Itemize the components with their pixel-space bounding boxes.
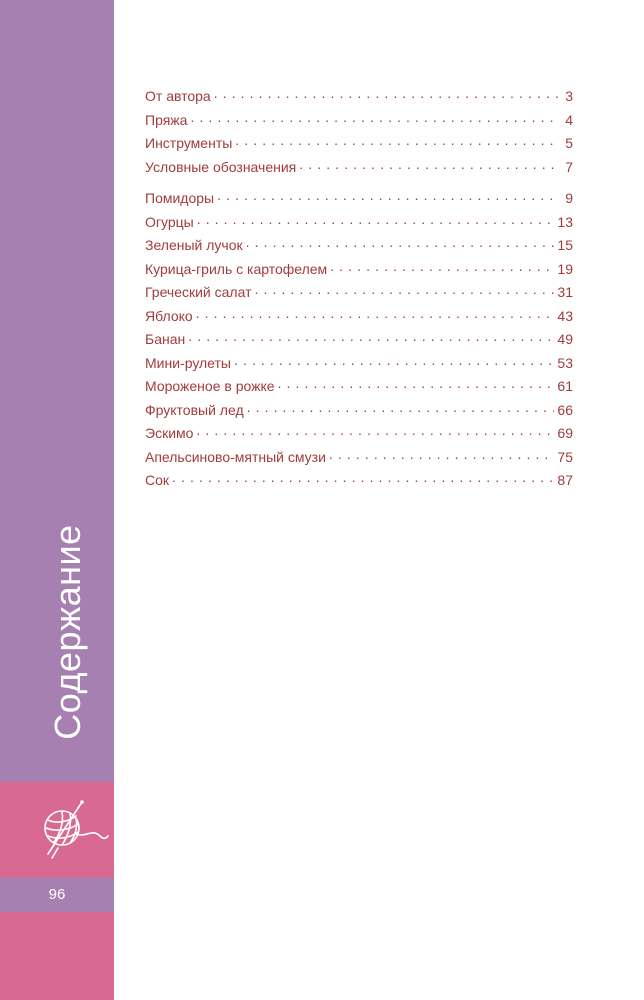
toc-item [145,424,573,448]
toc-item [145,111,573,135]
toc-leader-dots [197,213,555,227]
toc-item [145,471,573,495]
toc-item [145,158,573,182]
toc-item [145,307,573,331]
toc-item [145,236,573,260]
toc-item-page: 13 [557,213,573,230]
toc-leader-dots [190,111,558,125]
sidebar [0,0,114,1000]
toc-item-label: Курица-гриль с картофелем [145,260,328,277]
section-title: Содержание [47,524,88,740]
toc-item-page: 69 [557,425,573,441]
toc-leader-dots [188,330,554,344]
toc-item-page: 66 [557,401,573,418]
toc-item [145,377,573,401]
toc-item-label: Эскимо [145,425,194,441]
toc-item-label: Зеленый лучок [145,237,243,253]
toc-leader-dots [247,401,555,415]
toc-item-label: Условные обозначения [145,158,297,175]
toc-item [145,260,573,284]
toc-item-label: От автора [145,88,211,104]
toc-item-page: 31 [557,284,573,300]
toc-leader-dots [234,354,554,368]
toc-item-label: Фруктовый лед [145,401,244,418]
toc-item [145,448,573,472]
toc-item-page: 4 [565,111,573,128]
toc-item [145,213,573,237]
toc-leader-dots [246,236,555,250]
toc-leader-dots [196,424,554,438]
toc-item-label: Банан [145,331,186,347]
toc-item-label: Помидоры [145,190,215,206]
toc-item-page: 87 [557,472,573,488]
toc-item-page: 15 [557,237,573,253]
toc-leader-dots [235,134,558,148]
page-number: 96 [48,886,66,903]
toc-item-page: 53 [557,354,573,371]
sidebar-bottom-band [0,912,114,1000]
toc-item [145,354,573,378]
toc-item-page: 61 [557,378,573,394]
toc-item-page: 9 [565,190,573,206]
toc-leader-dots [196,307,555,321]
toc-leader-dots [278,377,555,391]
toc-item-label: Инструменты [145,135,233,151]
toc-leader-dots [299,158,558,172]
toc-item-label: Мороженое в рожке [145,378,275,394]
toc-item-page: 43 [557,307,573,324]
toc-leader-dots [329,448,555,462]
toc-leader-dots [254,283,554,297]
toc-item-page: 5 [565,135,573,151]
toc-item-page: 3 [565,88,573,104]
toc-item [145,401,573,425]
toc-leader-dots [214,87,558,101]
toc-item [145,283,573,307]
toc-item [145,189,573,213]
toc-item-label: Яблоко [145,307,193,324]
table-of-contents [145,87,573,495]
toc-leader-dots [217,189,558,203]
toc-item-label: Греческий салат [145,284,252,300]
toc-item-label: Апельсиново-мятный смузи [145,448,326,465]
toc-item-label: Пряжа [145,111,188,128]
yarn-ball-icon [40,798,114,862]
toc-item [145,87,573,111]
toc-leader-dots [330,260,554,274]
toc-item-page: 19 [557,260,573,277]
toc-item-label: Сок [145,472,170,488]
toc-item [145,330,573,354]
toc-item-page: 49 [557,331,573,347]
toc-item-page: 7 [565,158,573,175]
toc-item [145,134,573,158]
toc-item-page: 75 [557,448,573,465]
toc-leader-dots [172,471,554,485]
toc-item-label: Огурцы [145,213,194,230]
toc-item-label: Мини-рулеты [145,354,231,371]
